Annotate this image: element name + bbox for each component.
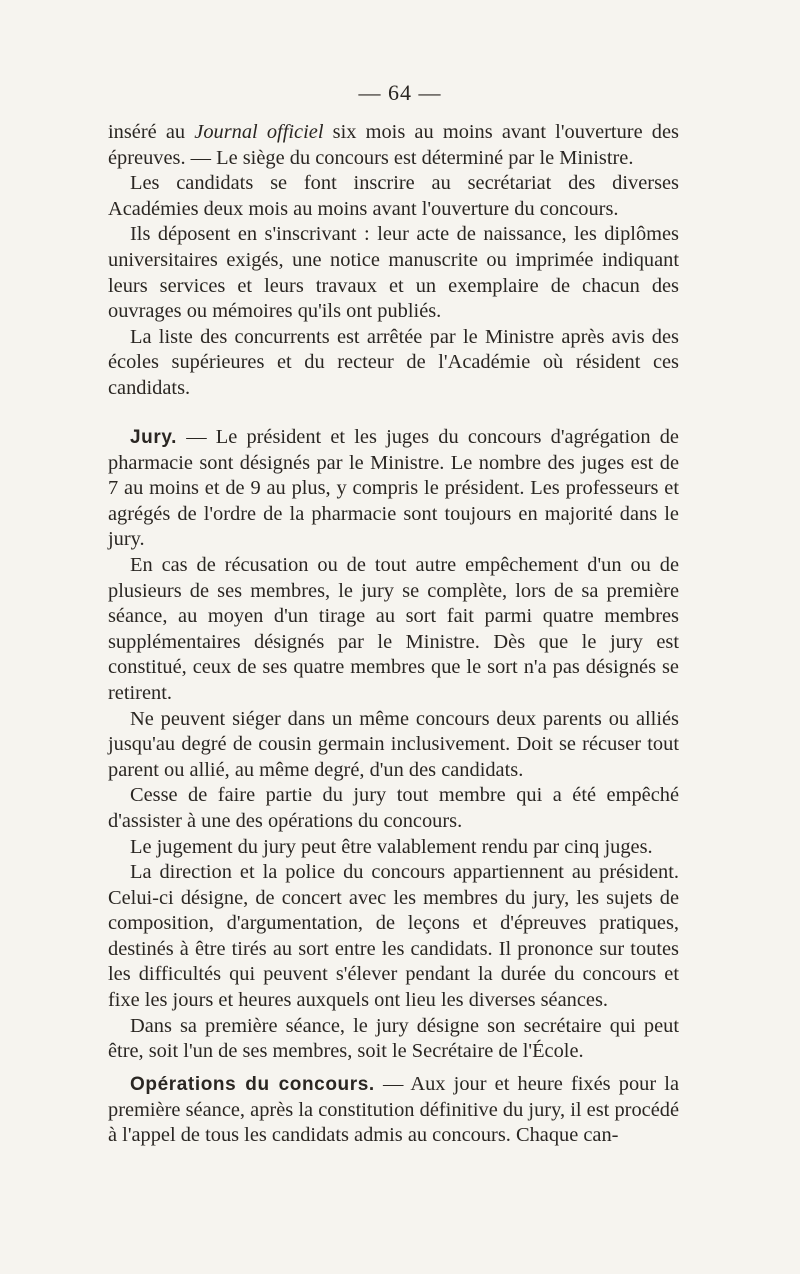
operations-section <box>108 1072 679 1149</box>
section-heading-operations: Opérations du concours. <box>130 1074 375 1095</box>
section-heading-jury: Jury. <box>130 427 178 448</box>
intro-section <box>108 120 679 402</box>
journal-title: Journal officiel <box>194 121 324 143</box>
paragraph: En cas de récusation ou de tout autre empêchement d'un ou de plusieurs de ses membres, le jury se complète, lors de sa première séance, au moyen d'un tirage au sort fait parmi quatre membres supplémentaires désignés par le Ministre. Dès que le jury est constitué, ceux de ses quatre membres que le sort n'a pas désignés se retirent. <box>108 553 679 704</box>
jury-section <box>108 425 679 1065</box>
paragraph: La liste des concurrents est arrêtée par le Ministre après avis des écoles supérieures et du recteur de l'Académie où résident ces candidats. <box>108 325 679 399</box>
paragraph-text: six mois au moins avant l'ouverture des épreuves. — Le siège du concours est déterminé par le Ministre. <box>108 121 679 169</box>
paragraph: Ne peuvent siéger dans un même concours deux parents ou alliés jusqu'au degré de cousin germain inclusivement. Doit se récuser tout parent ou allié, au même degré, d'un des candidats. <box>108 707 679 781</box>
paragraph: Ils déposent en s'inscrivant : leur acte de naissance, les diplômes universitaires exigés, une notice manuscrite ou imprimée indiquant leurs services et leurs travaux et un exemplaire de chacun des ouvrages ou mémoires qu'ils ont publiés. <box>108 223 679 323</box>
paragraph <box>108 425 679 553</box>
paragraph-text: inséré au <box>108 121 195 143</box>
paragraph: Dans sa première séance, le jury désigne son secrétaire qui peut être, soit l'un de ses membres, soit le Secrétaire de l'École. <box>108 1014 679 1063</box>
paragraph: La direction et la police du concours appartiennent au président. Celui-ci désigne, de concert avec les membres du jury, les sujets de composition, d'argumentation, de leçons et d'épreuves pratiques, destinés à être tirés au sort entre les candidats. Il prononce sur toutes les difficultés qui peuvent s'élever pendant la durée du concours et fixe les jours et heures auxquels ont lieu les diverses séances. <box>108 861 679 1012</box>
paragraph: Cesse de faire partie du jury tout membre qui a été empêché d'assister à une des opérations du concours. <box>108 784 679 832</box>
paragraph <box>108 120 679 171</box>
paragraph-text: — Aux jour et heure fixés pour la première séance, après la constitution définitive du jury, il est procédé à l'appel de tous les candidats admis au concours. Chaque can- <box>108 1073 680 1147</box>
paragraph-text: — Le président et les juges du concours d'agrégation de pharmacie sont désignés par le Ministre. Le nombre des juges est de 7 au moins et de 9 au plus, y compris le président. Les professeurs et agrégés de l'ordre de la pharmacie sont toujours en majorité dans le jury. <box>108 426 679 551</box>
paragraph: Les candidats se font inscrire au secrétariat des diverses Académies deux mois au moins avant l'ouverture du concours. <box>108 172 679 220</box>
page-number: — 64 — <box>358 80 442 105</box>
paragraph: Le jugement du jury peut être valablement rendu par cinq juges. <box>130 835 653 858</box>
paragraph <box>108 1072 679 1149</box>
